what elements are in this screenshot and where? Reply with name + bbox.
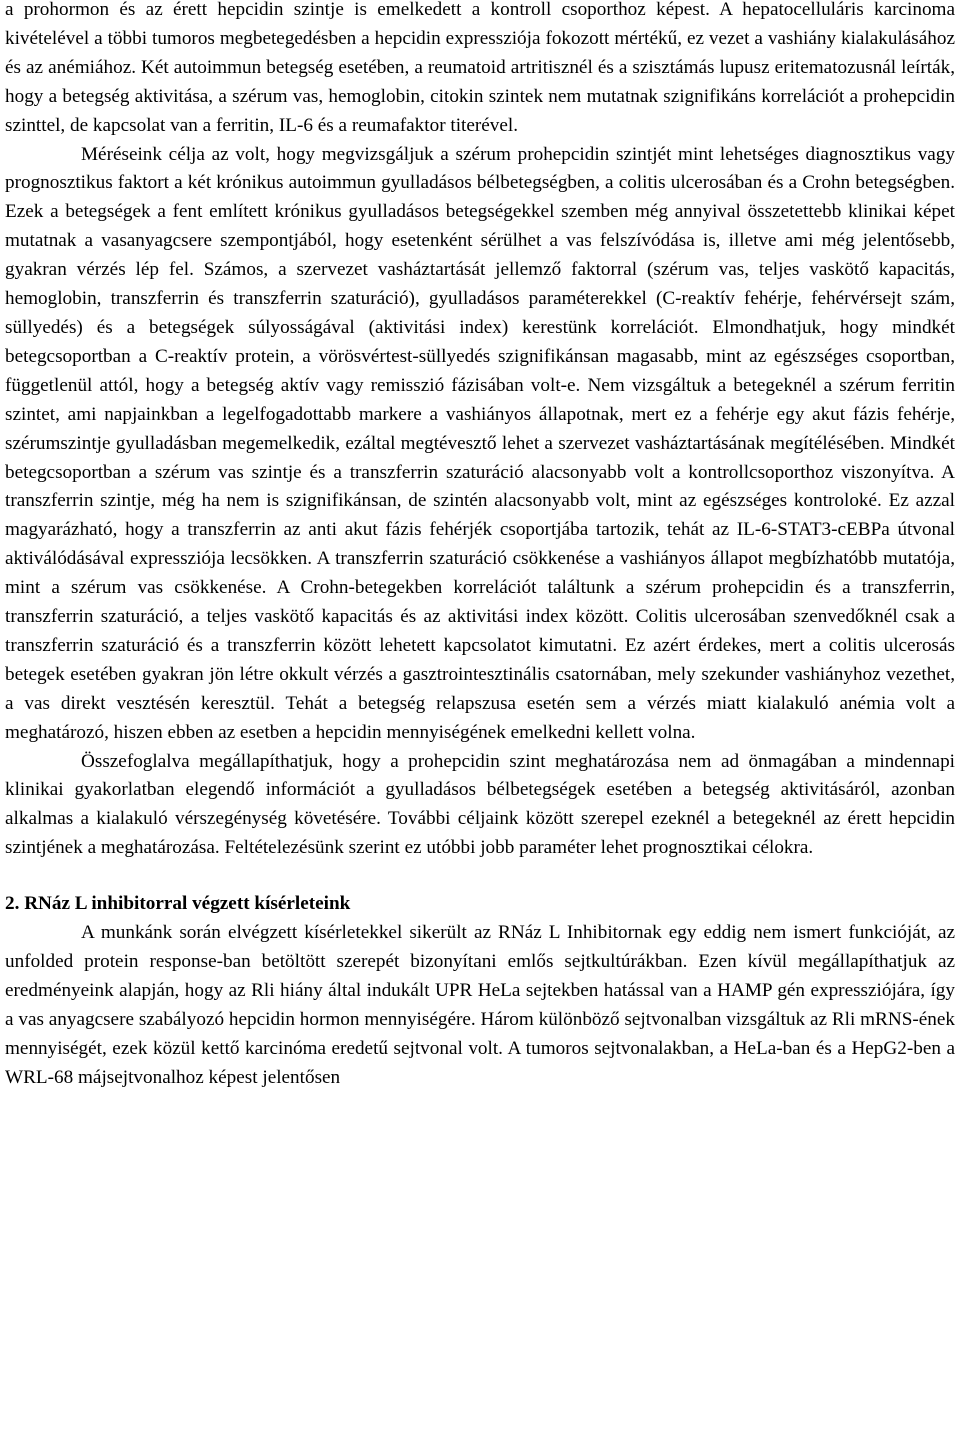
section-spacer <box>5 863 955 890</box>
paragraph-hepcidin-tumor: a prohormon és az érett hepcidin szintje is emelkedett a kontroll csoporthoz képest. A hepatocelluláris karcinoma kivételével a többi tumoros megbetegedésben a hepcidin expressziója fokozott mértékű, ez vezet a vashiány kialakulásához és az anémiához. Két autoimmun betegség esetében, a reumatoid artritisznél és a szisztámás lupusz eritematozusnál leírták, hogy a betegség aktivitása, a szérum vas, hemoglobin, citokin szintek nem mutatnak szignifikáns korrelációt a prohepcidin szinttel, de kapcsolat van a ferritin, IL-6 és a reumafaktor titerével. <box>5 0 955 136</box>
document-page <box>5 0 955 1093</box>
paragraph-summary: Összefoglalva megállapíthatjuk, hogy a prohepcidin szint meghatározása nem ad önmagában a mindennapi klinikai gyakorlatban elegendő információt a gyulladásos bélbetegségek esetében a betegség aktivitásáról, azonban alkalmas a kialakuló vérszegénység követésére. További céljaink között szerepel ezeknél a betegeknél az érett hepcidin szintjének a meghatározása. Feltételezésünk szerint ez utóbbi jobb paraméter lehet prognosztikai célokra. <box>5 750 955 859</box>
section-heading: 2. RNáz L inhibitorral végzett kísérleteink <box>5 893 351 915</box>
paragraph-rnase-l-inhibitor: A munkánk során elvégzett kísérletekkel sikerült az RNáz L Inhibitornak egy eddig nem ismert funkcióját, az unfolded protein response-ban betöltött szerepét bizonyítani emlős sejtkultúrákban. Ezen kívül megállapíthatjuk az eredményeink alapján, hogy az Rli hiány által indukált UPR HeLa sejtekben hatással van a HAMP gén expressziójára, így a vas anyagcsere szabályozó hepcidin hormon mennyiségére. Három különböző sejtvonalban vizsgáltuk az Rli mRNS-ének mennyiségét, ezek közül kettő karcinóma eredetű sejtvonal volt. A tumoros sejtvonalakban, a HeLa-ban és a HepG2-ben a WRL-68 májsejtvonalhoz képest jelentősen <box>5 922 955 1088</box>
paragraph-measurement-aims: Méréseink célja az volt, hogy megvizsgáljuk a szérum prohepcidin szintjét mint lehetséges diagnosztikus vagy prognosztikus faktort a két krónikus autoimmun gyulladásos bélbetegségben, a colitis ulcerosában és a Crohn betegségben. Ezek a betegségek a fent említett krónikus gyulladásos betegségekkel szemben még annyival összetettebb klinikai képet mutatnak a vasanyagcsere szempontjából, hogy esetenként sérülhet a vas felszívódása is, illetve ami még jelentősebb, gyakran vérzés lép fel. Számos, a szervezet vasháztartását jellemző faktorral (szérum vas, teljes vaskötő kapacitás, hemoglobin, transzferrin és transzferrin szaturáció), gyulladásos paraméterekkel (C-reaktív fehérje, fehérvérsejt szám, süllyedés) és a betegségek súlyosságával (aktivitási index) kerestünk korrelációt. Elmondhatjuk, hogy mindkét betegcsoportban a C-reaktív protein, a vörösvértest-süllyedés szignifikánsan magasabb, mint az egészséges csoportban, függetlenül attól, hogy a betegség aktív vagy remisszió fázisában volt-e. Nem vizsgáltuk a betegeknél a szérum ferritin szintet, ami napjainkban a legelfogadottabb markere a vashiányos állapotnak, mert ez a fehérje egy akut fázis fehérje, szérumszintje gyulladásban megemelkedik, ezáltal megtévesztő lehet a szervezet vasháztartásának megítélésében. Mindkét betegcsoportban a szérum vas szintje és a transzferrin szaturáció alacsonyabb volt a kontrollcsoporthoz viszonyítva. A transzferrin szintje, még ha nem is szignifikánsan, de szintén alacsonyabb volt, mint az egészséges kontroloké. Ez azzal magyarázható, hogy a transzferrin az anti akut fázis fehérjék csoportjába tartozik, tehát az IL-6-STAT3-cEBPa útvonal aktiválódásával expressziója lecsökken. A transzferrin szaturáció csökkenése a vashiányos állapot megbízhatóbb mutatója, mint a szérum vas csökkenése. A Crohn-betegekben korrelációt találtunk a szérum prohepcidin és a transzferrin, transzferrin szaturáció, a teljes vaskötő kapacitás és az aktivitási index között. Colitis ulcerosában szenvedőknél csak a transzferrin szaturáció és a transzferrin között lehetett kapcsolatot kimutatni. Ez azért érdekes, mert a colitis ulcerosás betegek esetében gyakran jön létre okkult vérzés a gasztrointesztinális csatornában, mely szekunder vashiányhoz vezethet, a vas direkt vesztésén keresztül. Tehát a betegség relapszusa esetén sem a vérzés miatt kialakuló anémia volt a meghatározó, hiszen ebben az esetben a hepcidin mennyiségének emelkedni kellett volna. <box>5 143 955 743</box>
